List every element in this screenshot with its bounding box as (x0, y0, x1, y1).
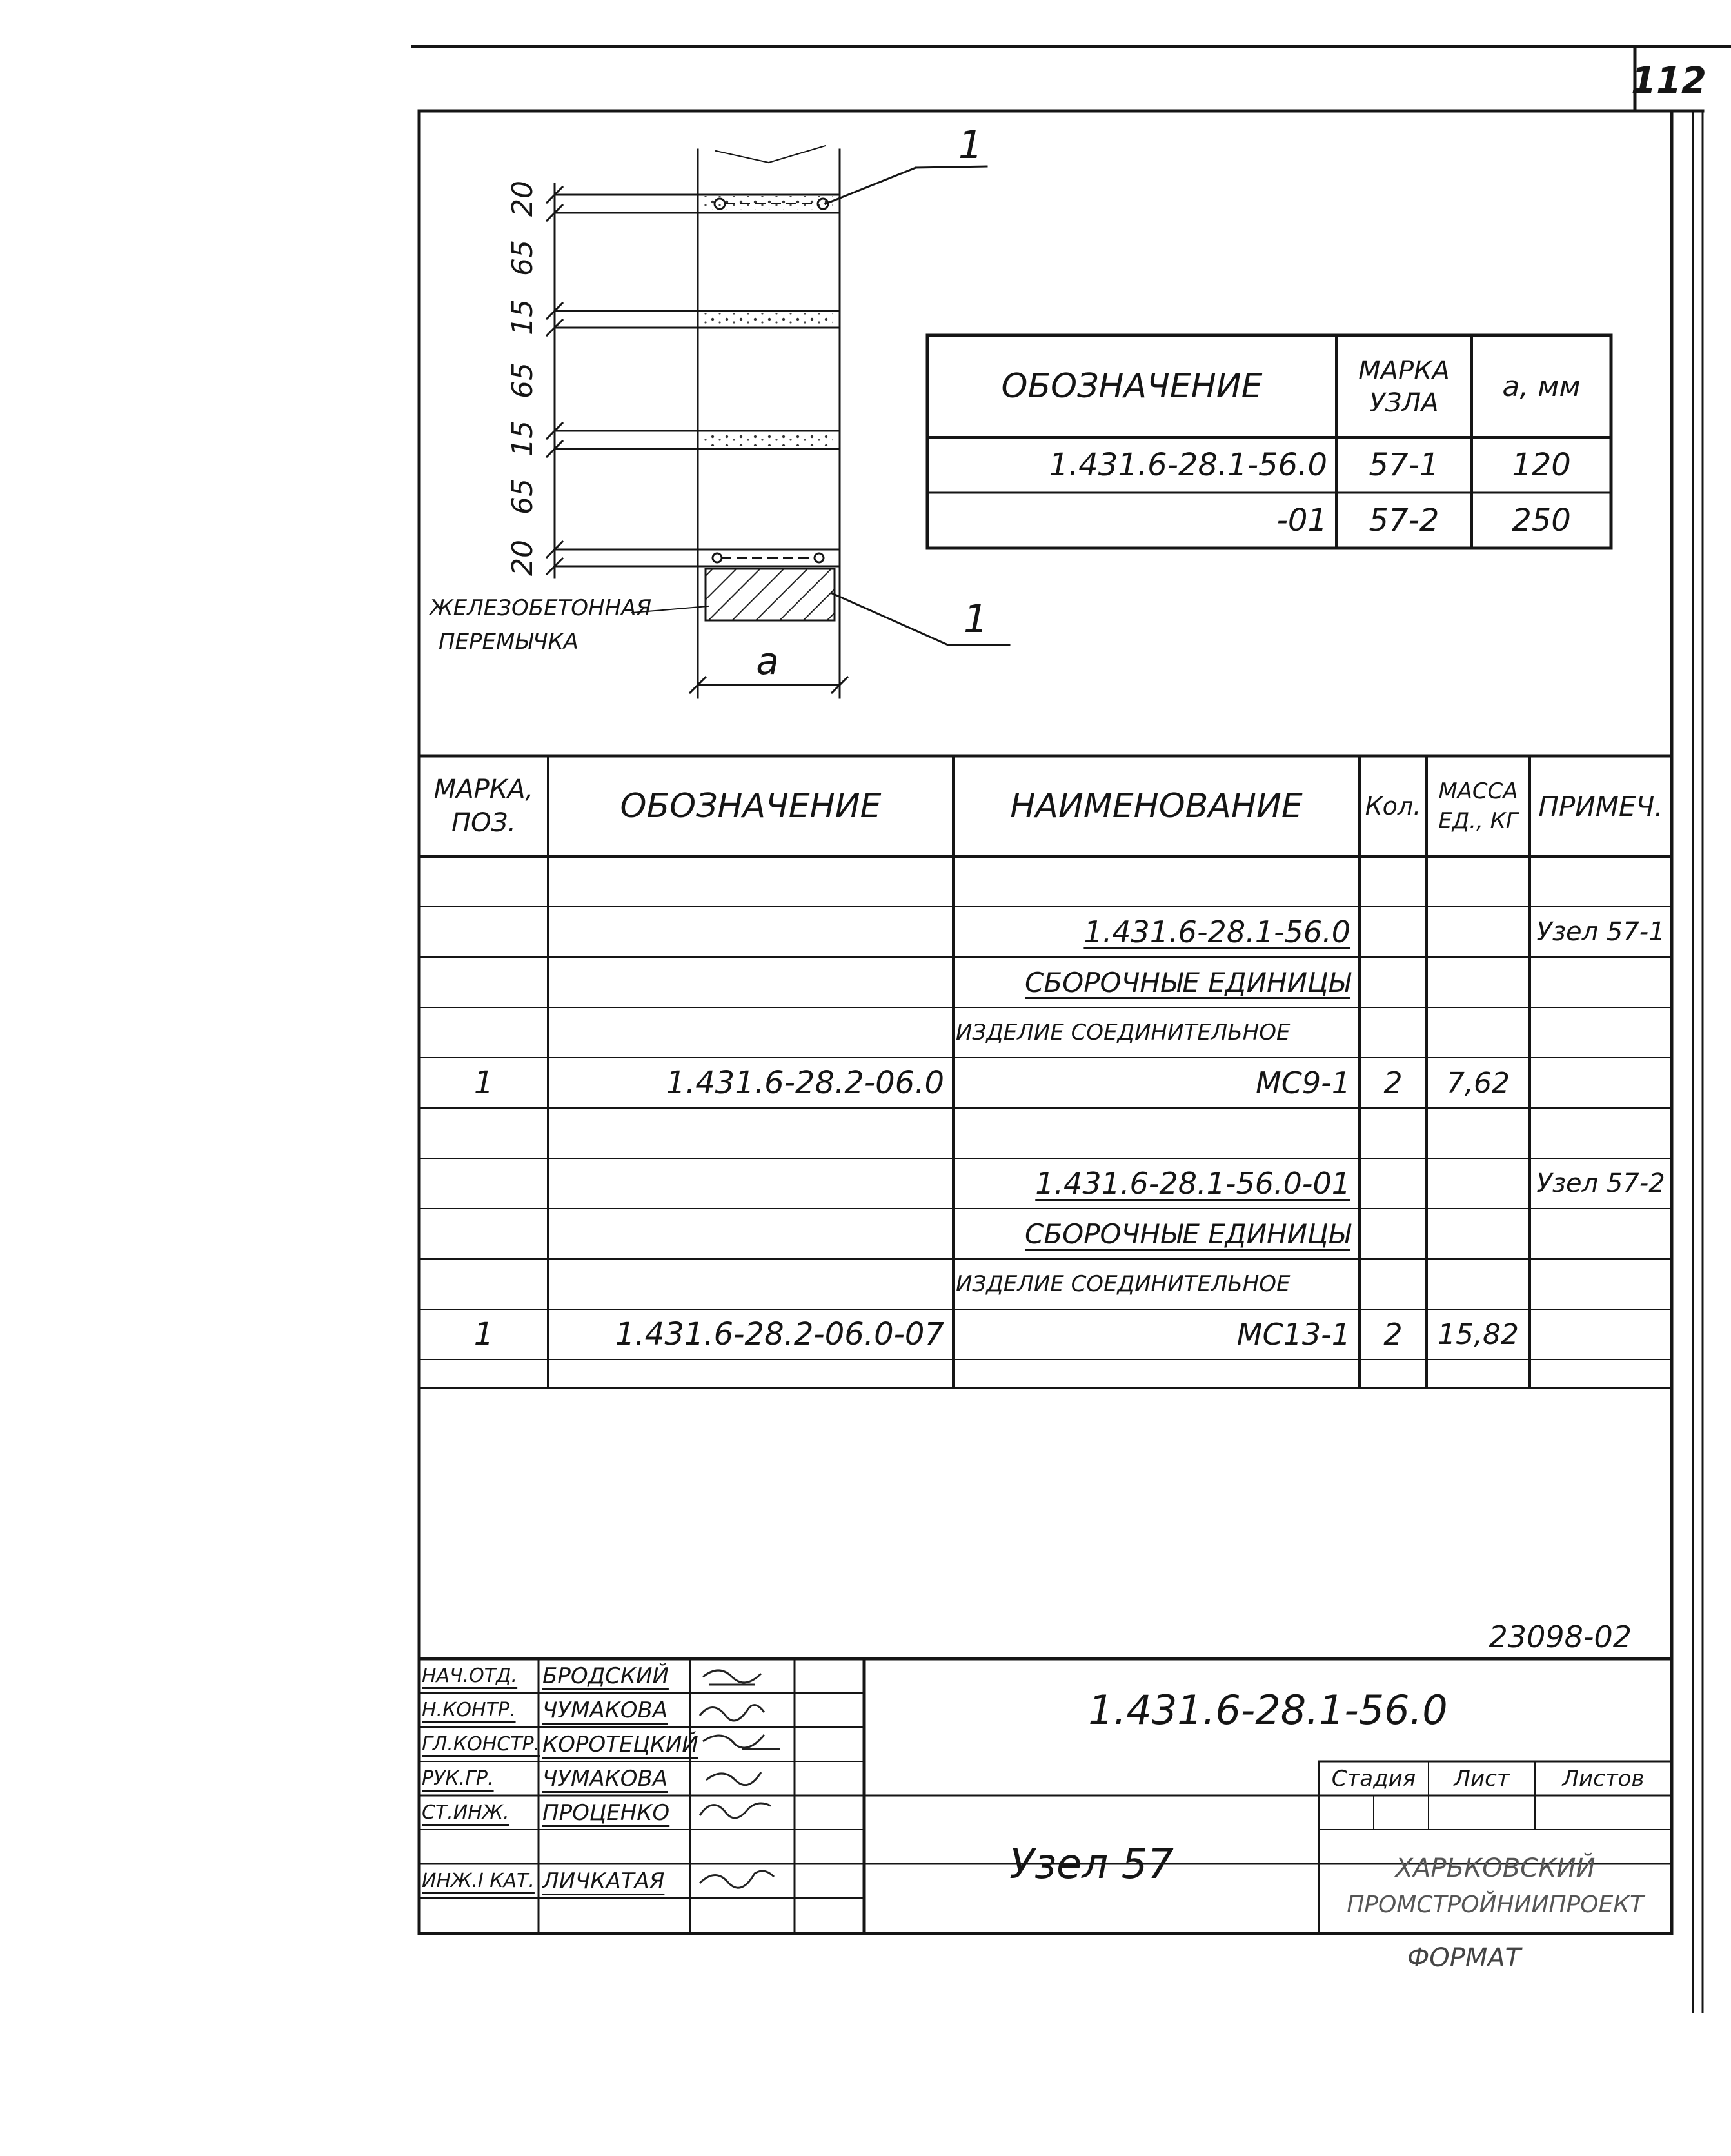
signatory-role: ИНЖ.I КАТ. (422, 1870, 535, 1892)
spec-cell-name (953, 856, 1360, 907)
signatory-name: БРОДСКИЙ (542, 1663, 669, 1689)
spec-cell-designation (548, 1209, 953, 1259)
dim-15-b: 15 (506, 420, 539, 457)
spec-cell-note (1530, 957, 1672, 1007)
organization-line1: ХАРЬКОВСКИЙ (1395, 1854, 1596, 1883)
variants-header-node: МАРКА УЗЛА (1358, 356, 1450, 418)
spec-cell-pos (419, 957, 548, 1007)
spec-cell-pos (419, 1108, 548, 1158)
variants-row2-code: -01 (1276, 502, 1327, 539)
spec-header-qty: Кол. (1365, 792, 1421, 820)
signatory-name: ПРОЦЕНКО (542, 1799, 670, 1826)
spec-cell-mass (1427, 1108, 1530, 1158)
spec-cell-qty: 2 (1383, 1065, 1403, 1100)
dim-20-bottom: 20 (506, 540, 539, 576)
spec-cell-name: СБОРОЧНЫЕ ЕДИНИЦЫ (1025, 966, 1350, 998)
signatory-role: ГЛ.КОНСТР. (422, 1733, 540, 1755)
stage-label: Стадия (1331, 1765, 1416, 1792)
spec-cell-name: 1.431.6-28.1-56.0 (1083, 915, 1350, 949)
sheet-title: Узел 57 (1009, 1841, 1174, 1888)
spec-cell-mass (1427, 1158, 1530, 1209)
spec-cell-mass (1427, 907, 1530, 957)
organization-line2: ПРОМСТРОЙНИИПРОЕКТ (1347, 1891, 1644, 1918)
spec-cell-designation (548, 856, 953, 907)
spec-cell-pos: 1 (473, 1065, 494, 1101)
dim-65-a: 65 (506, 240, 539, 276)
spec-cell-mass (1427, 1007, 1530, 1058)
spec-cell-designation (548, 1259, 953, 1309)
inventory-number: 23098-02 (1489, 1619, 1632, 1654)
spec-cell-qty: 2 (1383, 1317, 1403, 1352)
spec-cell-qty (1360, 1158, 1427, 1209)
signatory-name: ЛИЧКАТАЯ (542, 1868, 665, 1894)
spec-cell-name: ИЗДЕЛИЕ СОЕДИНИТЕЛЬНОЕ (956, 1271, 1291, 1297)
width-label: a (756, 639, 779, 683)
signatory-role: НАЧ.ОТД. (422, 1665, 518, 1687)
dim-65-c: 65 (506, 479, 539, 515)
spec-header-note: ПРИМЕЧ. (1538, 790, 1663, 822)
lintel-label-line2: ПЕРЕМЫЧКА (439, 629, 579, 655)
lintel-label-line1: ЖЕЛЕЗОБЕТОННАЯ (430, 595, 652, 621)
variants-row1-code: 1.431.6-28.1-56.0 (1049, 447, 1327, 483)
spec-cell-designation (548, 957, 953, 1007)
signatory-name: ЧУМАКОВА (542, 1697, 668, 1723)
spec-cell-note (1530, 1058, 1672, 1108)
variants-row1-a: 120 (1512, 447, 1571, 483)
spec-cell-pos (419, 1158, 548, 1209)
spec-cell-designation (548, 1158, 953, 1209)
spec-cell-designation (548, 1108, 953, 1158)
dimension-chain (497, 181, 548, 580)
signatory-role: СТ.ИНЖ. (422, 1801, 509, 1824)
spec-cell-designation: 1.431.6-28.2-06.0 (666, 1065, 944, 1101)
variants-row1-node: 57-1 (1369, 447, 1439, 483)
spec-cell-mass (1427, 1259, 1530, 1309)
spec-cell-qty (1360, 1209, 1427, 1259)
spec-cell-designation: 1.431.6-28.2-06.0-07 (615, 1316, 944, 1352)
sheet-label: Лист (1454, 1765, 1510, 1792)
spec-cell-qty (1360, 1108, 1427, 1158)
variants-row2-a: 250 (1512, 502, 1571, 539)
spec-cell-note (1530, 1209, 1672, 1259)
spec-cell-pos (419, 1007, 548, 1058)
signatures (700, 1670, 780, 1888)
spec-cell-note: Узел 57-1 (1536, 917, 1665, 947)
spec-cell-qty (1360, 856, 1427, 907)
spec-cell-mass (1427, 856, 1530, 907)
spec-cell-qty (1360, 1007, 1427, 1058)
document-code: 1.431.6-28.1-56.0 (1088, 1686, 1448, 1734)
spec-cell-note (1530, 1108, 1672, 1158)
dim-65-b: 65 (506, 362, 539, 399)
spec-cell-pos (419, 907, 548, 957)
signatory-name: КОРОТЕЦКИЙ (542, 1731, 698, 1757)
spec-cell-qty (1360, 907, 1427, 957)
sheet-number: 112 (1631, 59, 1706, 102)
spec-cell-qty (1360, 1259, 1427, 1309)
spec-header-designation: ОБОЗНАЧЕНИЕ (620, 787, 882, 826)
spec-cell-mass (1427, 957, 1530, 1007)
spec-cell-pos (419, 1259, 548, 1309)
spec-cell-qty (1360, 957, 1427, 1007)
spec-cell-name: 1.431.6-28.1-56.0-01 (1035, 1166, 1350, 1201)
spec-cell-name: СБОРОЧНЫЕ ЕДИНИЦЫ (1025, 1218, 1350, 1250)
variants-row2-node: 57-2 (1369, 502, 1439, 539)
spec-cell-mass (1427, 1209, 1530, 1259)
spec-cell-note (1530, 856, 1672, 907)
dim-15-a: 15 (506, 299, 539, 335)
spec-cell-pos: 1 (473, 1316, 494, 1352)
signatory-role: Н.КОНТР. (422, 1699, 516, 1721)
spec-cell-name (953, 1108, 1360, 1158)
spec-cell-name: МС13-1 (1236, 1317, 1350, 1352)
callout-top: 1 (958, 123, 984, 168)
spec-cell-note (1530, 1259, 1672, 1309)
spec-cell-note (1530, 1309, 1672, 1360)
variants-header-a: a, мм (1502, 370, 1581, 403)
variants-header-designation: ОБОЗНАЧЕНИЕ (1001, 367, 1263, 406)
spec-cell-designation (548, 1007, 953, 1058)
signatory-role: РУК.ГР. (422, 1767, 494, 1790)
spec-header-name: НАИМЕНОВАНИЕ (1010, 787, 1303, 826)
spec-cell-note: Узел 57-2 (1536, 1169, 1665, 1198)
spec-cell-designation (548, 907, 953, 957)
callout-bottom: 1 (963, 597, 989, 642)
spec-cell-mass: 7,62 (1447, 1066, 1510, 1100)
spec-header-mass: МАССА ЕД., КГ (1438, 778, 1518, 834)
spec-cell-mass: 15,82 (1438, 1318, 1519, 1351)
spec-cell-pos (419, 856, 548, 907)
sheets-label: Листов (1562, 1765, 1645, 1792)
spec-cell-pos (419, 1209, 548, 1259)
spec-cell-note (1530, 1007, 1672, 1058)
spec-cell-name: МС9-1 (1256, 1065, 1350, 1100)
format-label: ФОРМАТ (1407, 1943, 1521, 1973)
spec-header-pos: МАРКА, ПОЗ. (433, 775, 534, 838)
dim-20-top: 20 (506, 181, 539, 217)
spec-cell-name: ИЗДЕЛИЕ СОЕДИНИТЕЛЬНОЕ (956, 1020, 1291, 1045)
signatory-name: ЧУМАКОВА (542, 1765, 668, 1792)
